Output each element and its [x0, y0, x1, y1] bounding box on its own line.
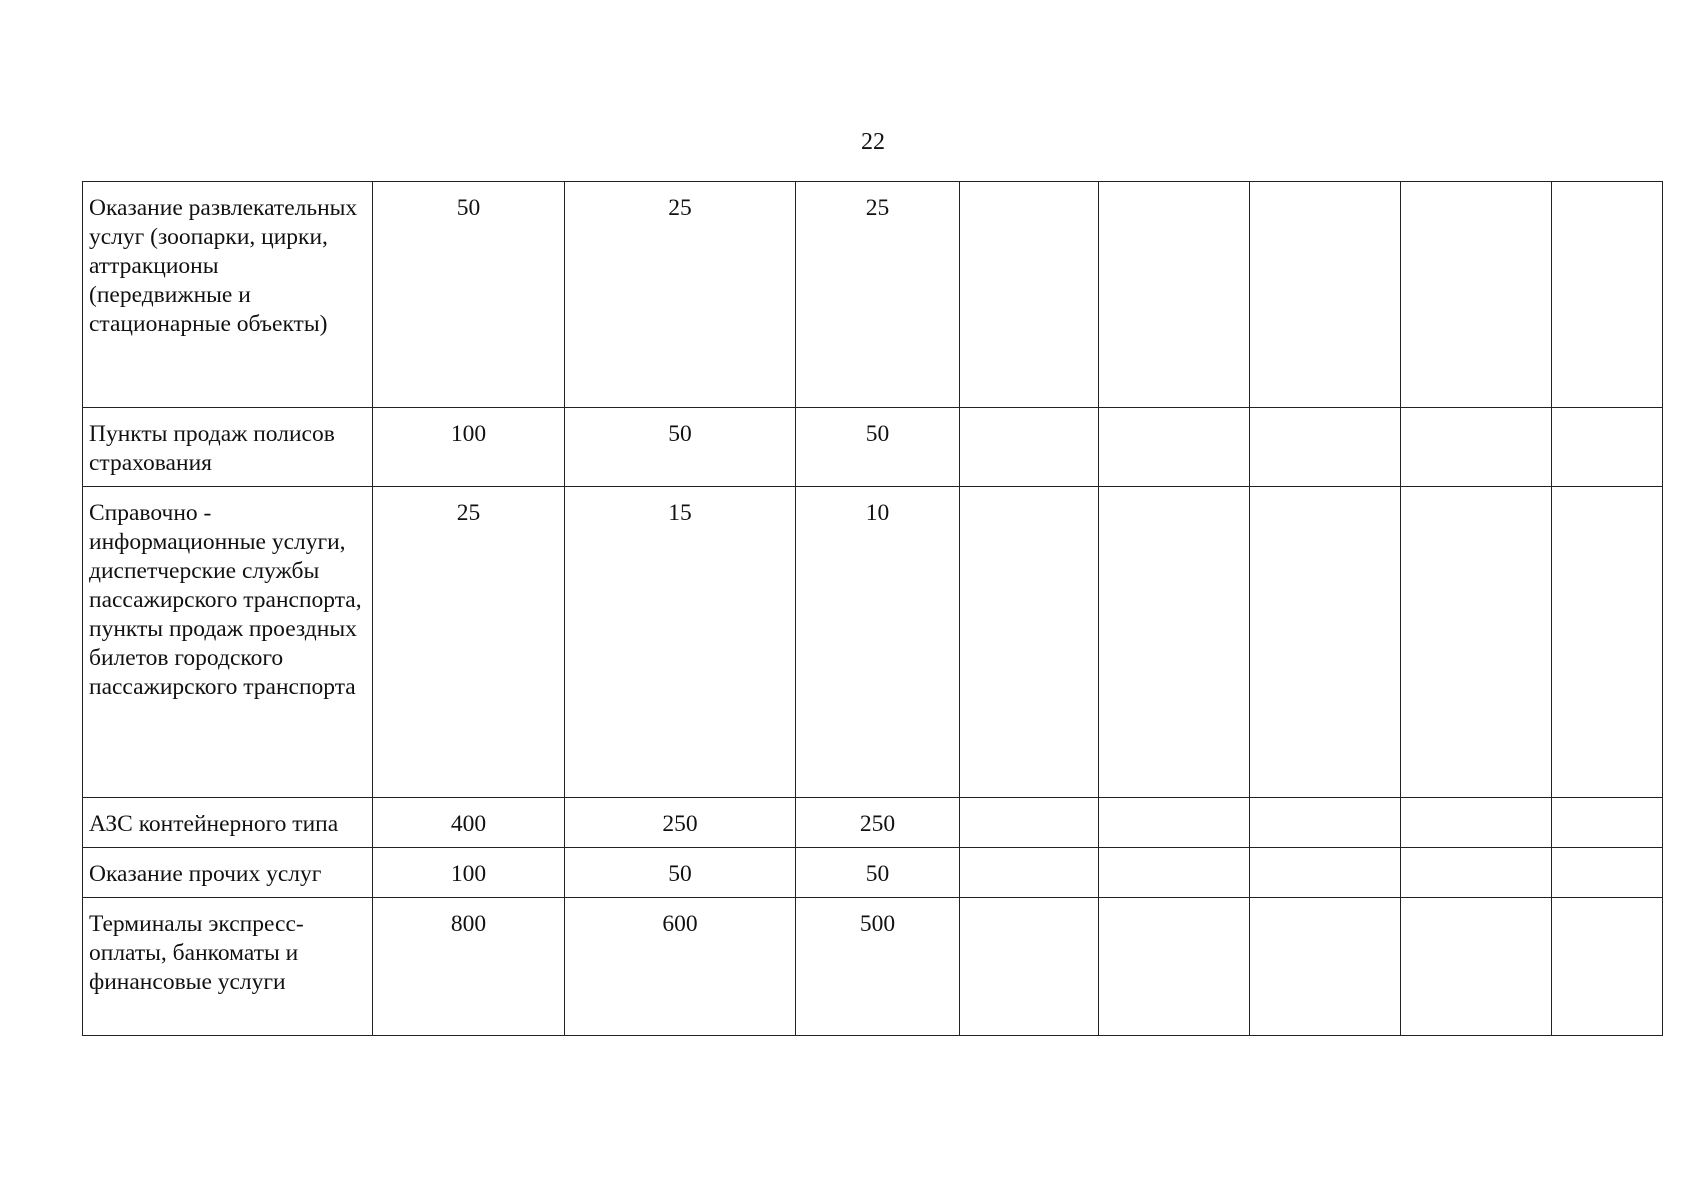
row-name: Справочно - информационные услуги, диспетчерские службы пассажирского транспорта, пункты продаж проездных билетов городского пассажирского транспорта [83, 487, 373, 798]
value-cell: 50 [373, 182, 565, 408]
empty-cell [1099, 898, 1250, 1036]
empty-cell [1250, 898, 1401, 1036]
empty-cell [1401, 487, 1552, 798]
empty-cell [1552, 848, 1663, 898]
empty-cell [960, 848, 1099, 898]
value-cell: 15 [565, 487, 796, 798]
row-name: Терминалы экспресс-оплаты, банкоматы и финансовые услуги [83, 898, 373, 1036]
value-cell: 50 [796, 408, 960, 487]
row-name: АЗС контейнерного типа [83, 798, 373, 848]
empty-cell [1099, 798, 1250, 848]
empty-cell [1401, 898, 1552, 1036]
row-name: Пункты продаж полисов страхования [83, 408, 373, 487]
empty-cell [1099, 487, 1250, 798]
value-cell: 100 [373, 408, 565, 487]
empty-cell [960, 898, 1099, 1036]
empty-cell [1250, 408, 1401, 487]
empty-cell [1250, 487, 1401, 798]
table-row [83, 848, 1663, 898]
table-row [83, 408, 1663, 487]
empty-cell [1552, 898, 1663, 1036]
empty-cell [1250, 798, 1401, 848]
value-cell: 250 [796, 798, 960, 848]
empty-cell [1099, 182, 1250, 408]
value-cell: 25 [373, 487, 565, 798]
empty-cell [960, 487, 1099, 798]
value-cell: 50 [565, 408, 796, 487]
data-table [82, 181, 1663, 1036]
value-cell: 50 [796, 848, 960, 898]
empty-cell [960, 182, 1099, 408]
value-cell: 600 [565, 898, 796, 1036]
empty-cell [1552, 408, 1663, 487]
value-cell: 250 [565, 798, 796, 848]
value-cell: 100 [373, 848, 565, 898]
value-cell: 50 [565, 848, 796, 898]
empty-cell [1401, 408, 1552, 487]
table-row [83, 487, 1663, 798]
value-cell: 10 [796, 487, 960, 798]
empty-cell [1250, 848, 1401, 898]
empty-cell [1552, 487, 1663, 798]
empty-cell [1401, 182, 1552, 408]
empty-cell [1552, 182, 1663, 408]
empty-cell [1552, 798, 1663, 848]
table-row [83, 182, 1663, 408]
empty-cell [1401, 848, 1552, 898]
value-cell: 25 [565, 182, 796, 408]
value-cell: 500 [796, 898, 960, 1036]
table-row [83, 798, 1663, 848]
page-number: 22 [861, 129, 885, 155]
empty-cell [960, 408, 1099, 487]
empty-cell [1099, 408, 1250, 487]
empty-cell [960, 798, 1099, 848]
empty-cell [1401, 798, 1552, 848]
value-cell: 800 [373, 898, 565, 1036]
empty-cell [1250, 182, 1401, 408]
empty-cell [1099, 848, 1250, 898]
value-cell: 25 [796, 182, 960, 408]
table-row [83, 898, 1663, 1036]
row-name: Оказание развлекательных услуг (зоопарки, цирки, аттракционы (передвижные и стационарные объекты) [83, 182, 373, 408]
value-cell: 400 [373, 798, 565, 848]
row-name: Оказание прочих услуг [83, 848, 373, 898]
